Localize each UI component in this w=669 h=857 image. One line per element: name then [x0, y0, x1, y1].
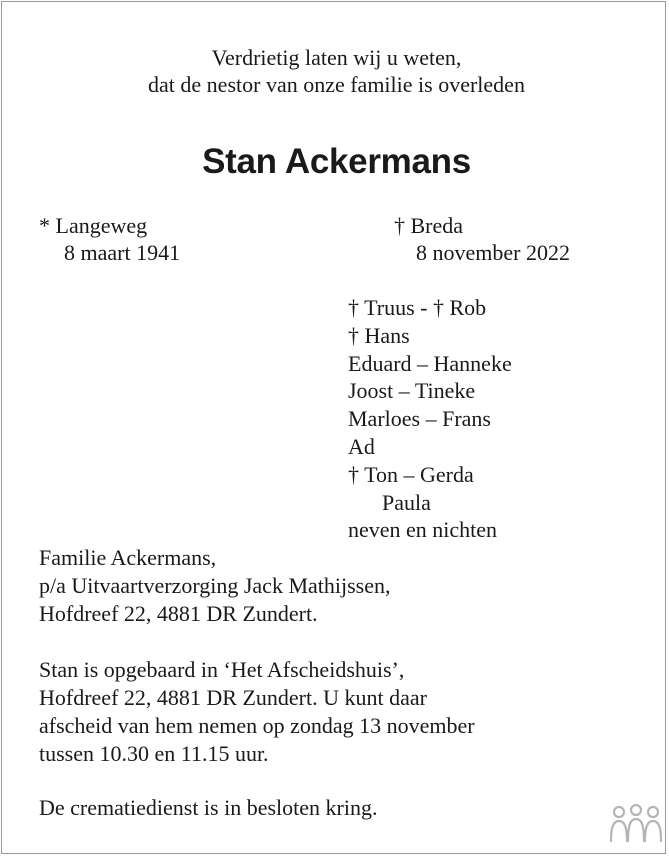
contact-line-1: Familie Ackermans, — [39, 545, 217, 570]
contact-line-3: Hofdreef 22, 4881 DR Zundert. — [39, 601, 318, 626]
intro-line-1: Verdrietig laten wij u weten, — [211, 45, 462, 70]
family-member: Eduard – Hanneke — [348, 350, 512, 376]
family-list — [348, 294, 512, 544]
intro-text — [2, 44, 669, 98]
announcement-frame — [1, 1, 666, 854]
contact-address — [39, 544, 391, 628]
family-member: Ad — [348, 433, 375, 459]
death-date: 8 november 2022 — [416, 240, 570, 265]
birth-info — [39, 212, 180, 266]
family-member: Joost – Tineke — [348, 378, 476, 404]
viewing-line-3: afscheid van hem nemen op zondag 13 november — [39, 713, 475, 738]
family-member: † Ton – Gerda — [348, 461, 474, 487]
contact-line-2: p/a Uitvaartverzorging Jack Mathijssen, — [39, 573, 391, 598]
intro-line-2: dat de nestor van onze familie is overleden — [148, 72, 525, 97]
family-member: † Hans — [348, 322, 410, 348]
family-member: Paula — [382, 489, 431, 515]
family-member: † Truus - † Rob — [348, 295, 487, 320]
viewing-info — [39, 656, 475, 768]
family-member: Marloes – Frans — [348, 406, 491, 432]
birth-place: * Langeweg — [39, 213, 148, 238]
family-member: neven en nichten — [348, 517, 498, 543]
death-info — [394, 212, 570, 266]
birth-date: 8 maart 1941 — [64, 240, 181, 265]
viewing-line-4: tussen 10.30 en 11.15 uur. — [39, 741, 269, 766]
viewing-line-2: Hofdreef 22, 4881 DR Zundert. U kunt daar — [39, 685, 427, 710]
family-people-icon — [608, 804, 664, 844]
viewing-line-1: Stan is opgebaard in ‘Het Afscheidshuis’, — [39, 657, 405, 682]
cremation-note: De crematiedienst is in besloten kring. — [39, 795, 378, 820]
deceased-name: Stan Ackermans — [202, 142, 471, 181]
death-place: † Breda — [394, 213, 464, 238]
